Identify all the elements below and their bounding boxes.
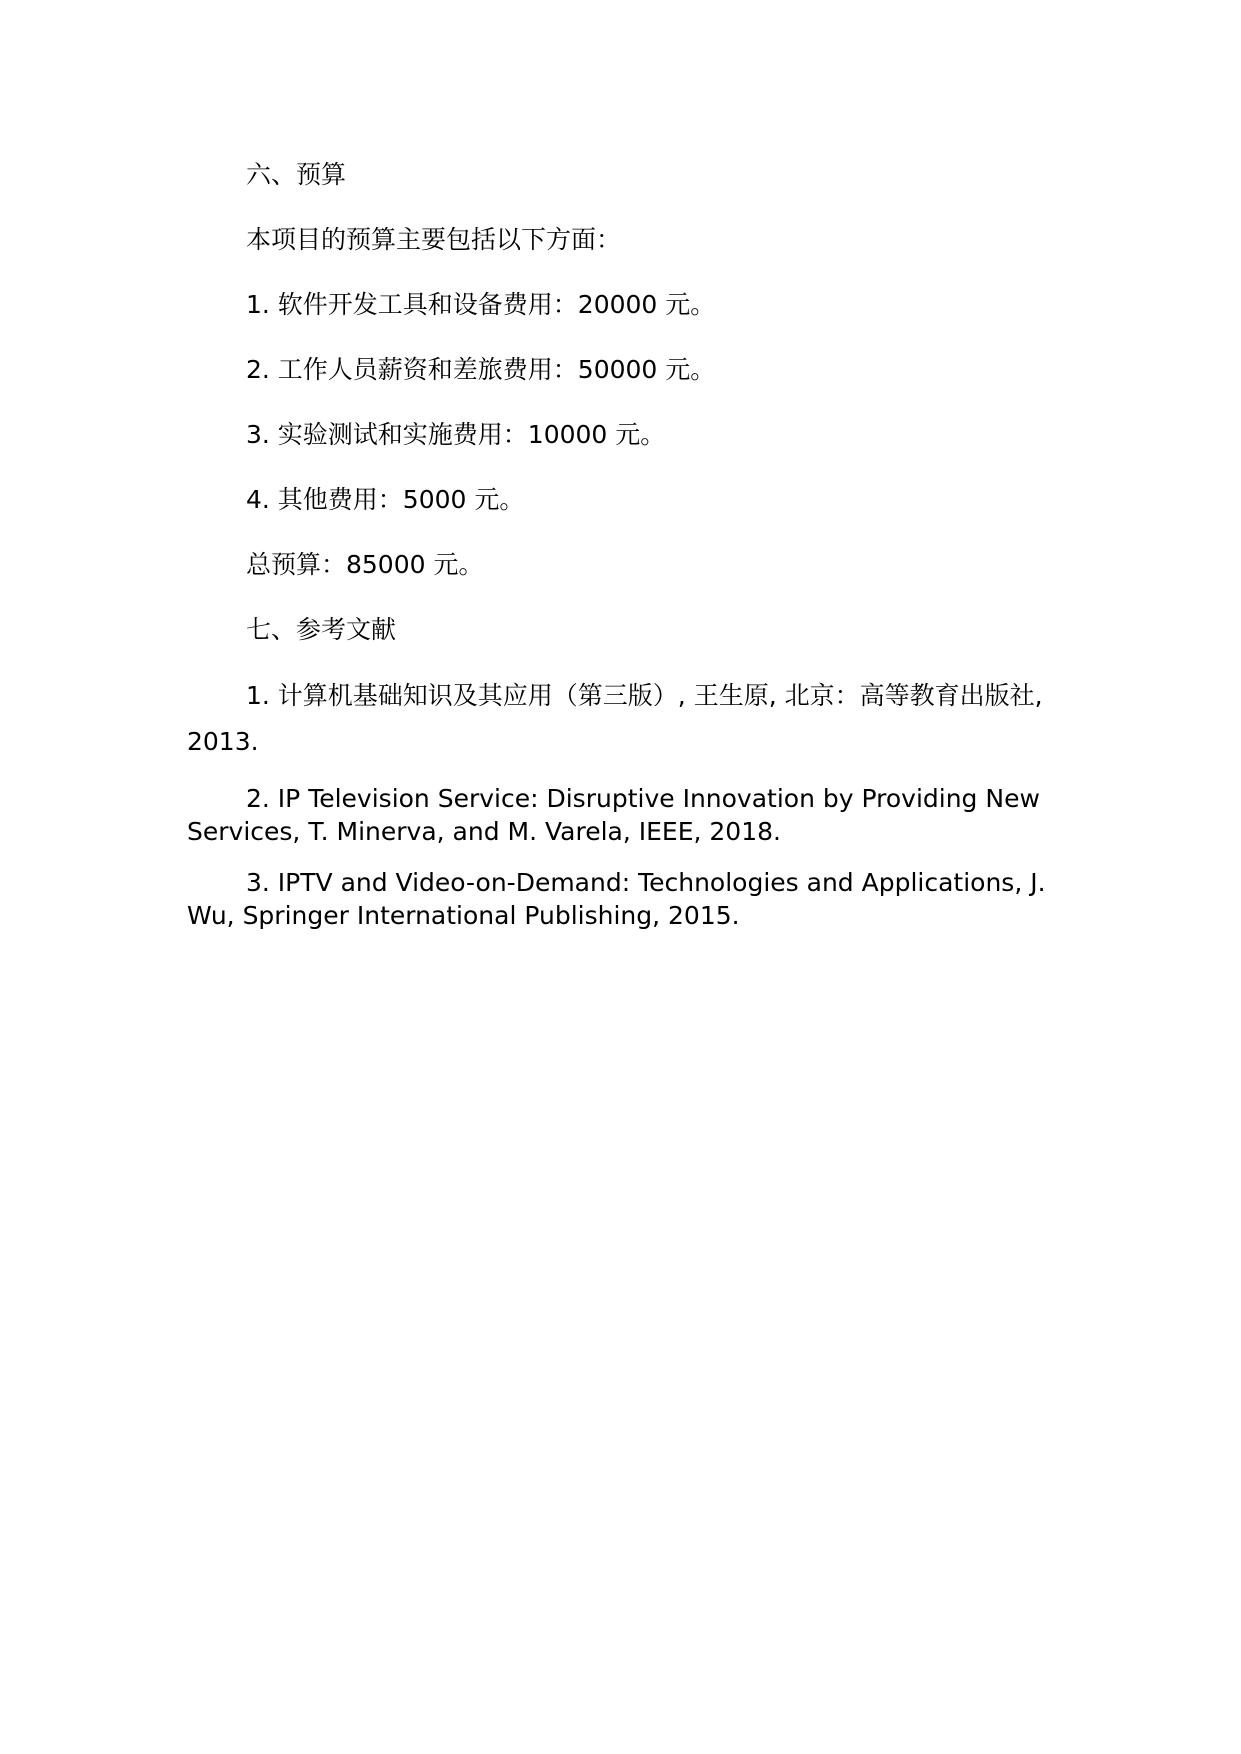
budget-item: 1. 软件开发工具和设备费用：20000 元。 (246, 290, 716, 319)
section-heading-budget: 六、预算 (246, 160, 347, 189)
budget-total: 总预算：85000 元。 (246, 550, 484, 579)
budget-item: 3. 实验测试和实施费用：10000 元。 (246, 420, 666, 449)
budget-intro: 本项目的预算主要包括以下方面： (246, 225, 622, 254)
reference-item: 3. IPTV and Video-on-Demand: Technologies and Applications, J. Wu, Springer International Publishing, 2015. (187, 868, 1046, 930)
budget-item: 4. 其他费用：5000 元。 (246, 485, 525, 514)
reference-item: 2. IP Television Service: Disruptive Innovation by Providing New Services, T. Minerva, and M. Varela, IEEE, 2018. (187, 784, 1040, 846)
section-heading-references: 七、参考文献 (246, 615, 397, 644)
budget-item: 2. 工作人员薪资和差旅费用：50000 元。 (246, 355, 716, 384)
reference-item: 1. 计算机基础知识及其应用（第三版）, 王生原, 北京：高等教育出版社, 2013. (187, 681, 1043, 756)
